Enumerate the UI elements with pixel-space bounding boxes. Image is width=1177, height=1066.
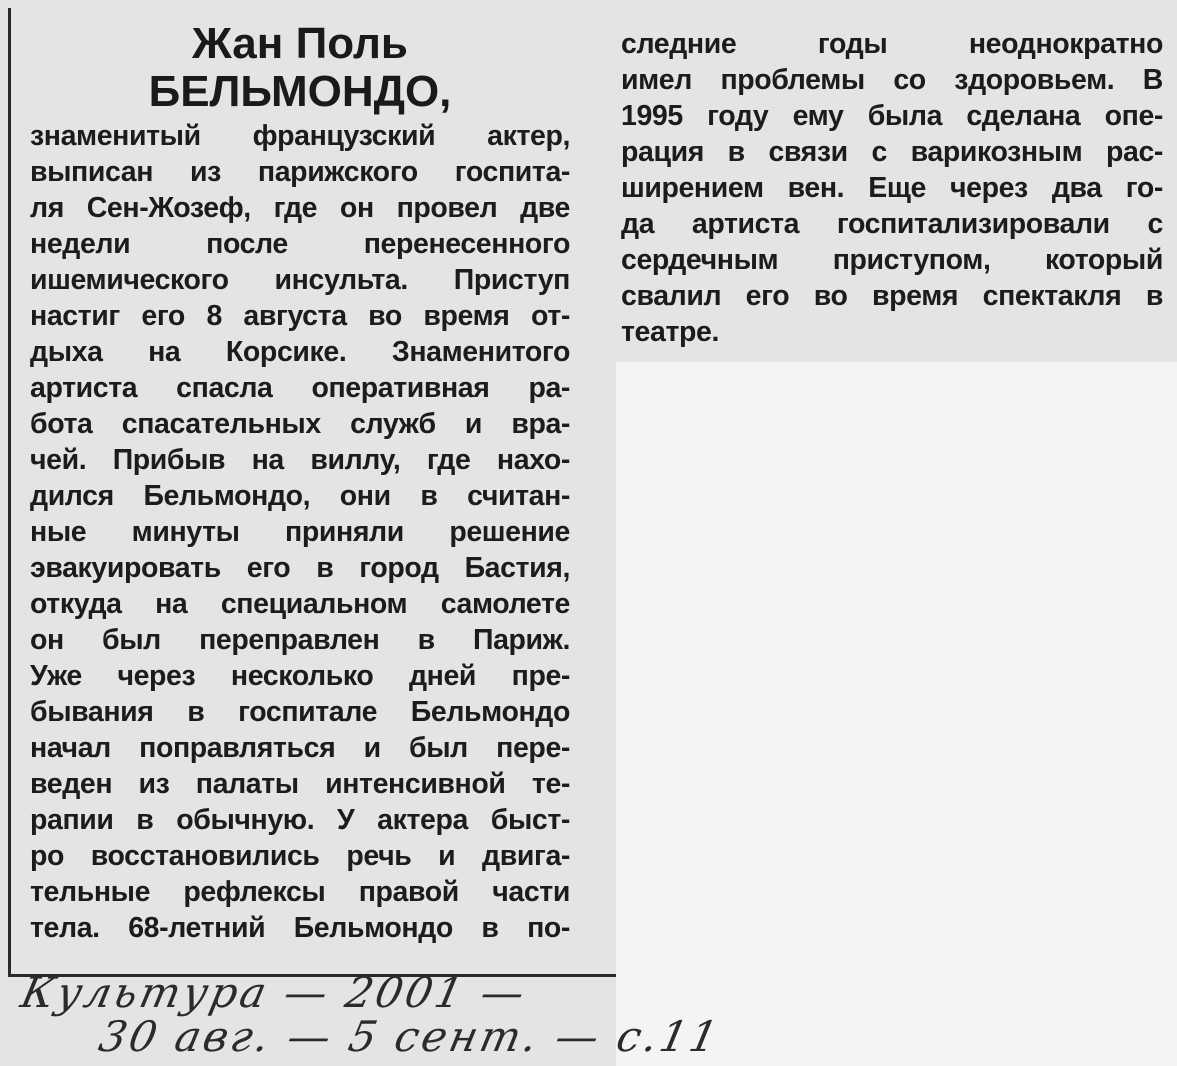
handwritten-date-page: 30 авг. — 5 сент. — с.11 [94,1012,726,1061]
handwritten-source-note [16,964,726,1064]
text-line: знаменитый французский актер, [30,120,570,152]
clipping-border-left [8,8,11,976]
text-line: артиста спасла оперативная ра- [30,372,570,404]
text-line: недели после перенесенного [30,228,570,260]
handwritten-source: Культура — 2001 — [16,968,532,1017]
blank-paper-area [616,362,1177,1066]
text-line: свалил его во время спектакля в [621,280,1163,312]
text-line: Уже через несколько дней пре- [30,660,570,692]
text-line: театре. [621,316,719,348]
text-line: сердечным приступом, который [621,244,1163,276]
text-line: веден из палаты интенсивной те- [30,768,570,800]
text-line: откуда на специальном самолете [30,588,570,620]
text-line: настиг его 8 августа во время от- [30,300,570,332]
text-line: ишемического инсульта. Приступ [30,264,570,296]
text-line: бота спасательных служб и вра- [30,408,570,440]
text-line: ля Сен-Жозеф, где он провел две [30,192,570,224]
text-line: имел проблемы со здоровьем. В [621,64,1163,96]
text-line: эвакуировать его в город Бастия, [30,552,570,584]
text-line: он был переправлен в Париж. [30,624,570,656]
text-line: рация в связи с варикозным рас- [621,136,1163,168]
text-line: тельные рефлексы правой части [30,876,570,908]
text-line: ро восстановились речь и двига- [30,840,570,872]
text-line: ные минуты приняли решение [30,516,570,548]
headline-surname: БЕЛЬМОНДО, [148,67,452,116]
text-line: да артиста госпитализировали с [621,208,1163,240]
text-line: дился Бельмондо, они в считан- [30,480,570,512]
headline-name: Жан Поль [192,19,408,68]
text-line: дыха на Корсике. Знаменитого [30,336,570,368]
text-line: следние годы неоднократно [621,28,1163,60]
text-line: ширением вен. Еще через два го- [621,172,1163,204]
text-line: тела. 68-летний Бельмондо в по- [30,912,570,944]
text-line: выписан из парижского госпита- [30,156,570,188]
text-line: начал поправляться и был пере- [30,732,570,764]
article-right-column [621,26,1163,350]
text-line: чей. Прибыв на виллу, где нахо- [30,444,570,476]
text-line: 1995 году ему была сделана опе- [621,100,1163,132]
text-line: бывания в госпитале Бельмондо [30,696,570,728]
text-line: рапии в обычную. У актера быст- [30,804,570,836]
article-left-column [30,118,570,946]
